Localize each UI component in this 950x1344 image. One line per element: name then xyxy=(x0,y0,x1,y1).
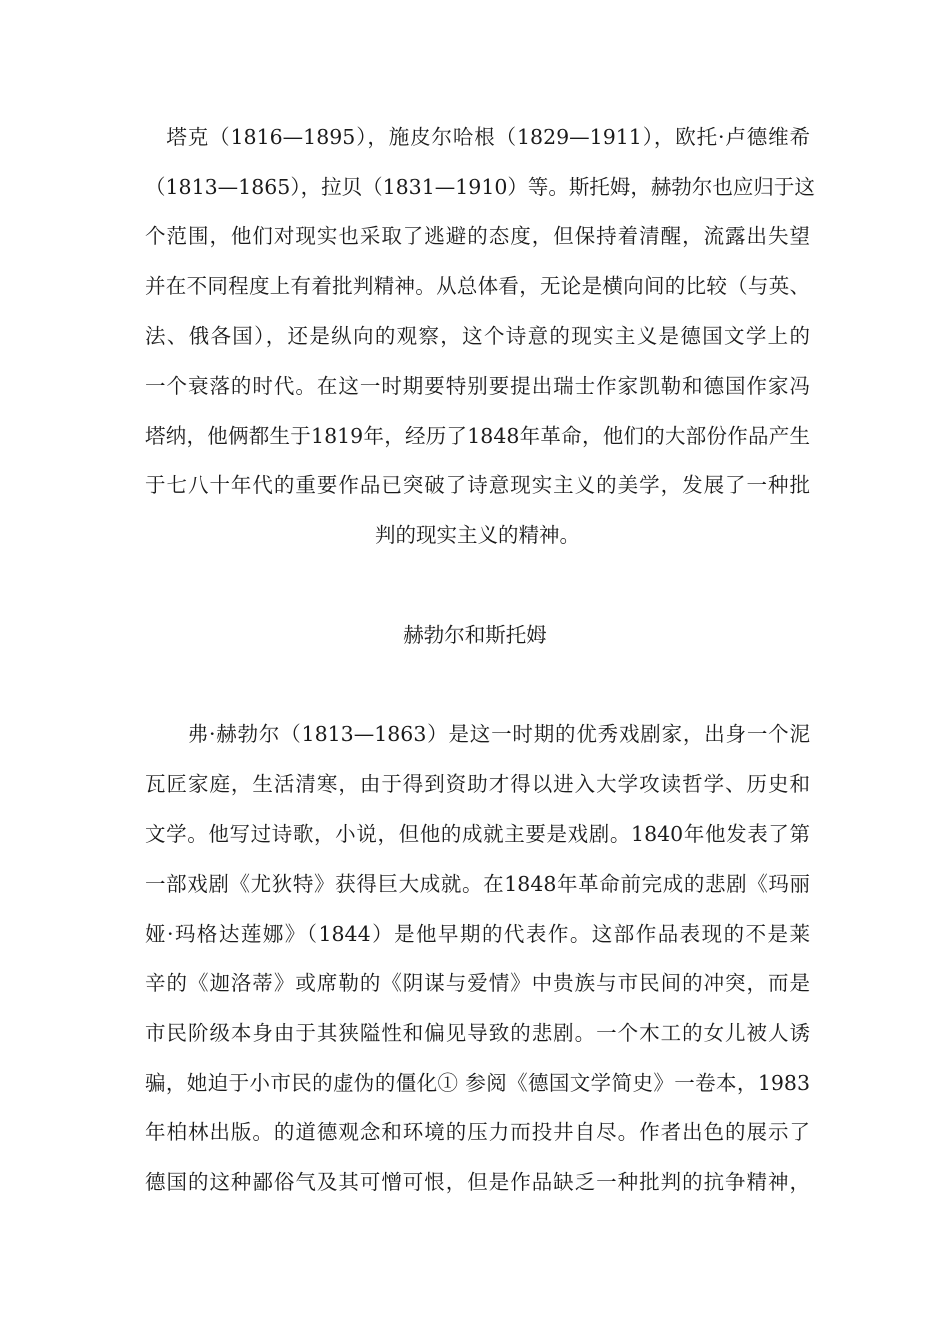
text-line: 并在不同程度上有着批判精神。从总体看，无论是横向间的比较（与英、 xyxy=(145,274,810,298)
text-line: 德国的这种鄙俗气及其可憎可恨，但是作品缺乏一种批判的抗争精神， xyxy=(145,1170,810,1194)
text-line: 一部戏剧《尤狄特》获得巨大成就。在1848年革命前完成的悲剧《玛丽 xyxy=(145,872,810,896)
text-line: 骗，她迫于小市民的虚伪的僵化① 参阅《德国文学简史》一卷本，1983 xyxy=(145,1071,810,1095)
text-line: （1813—1865），拉贝（1831—1910）等。斯托姆，赫勃尔也应归于这 xyxy=(145,175,815,199)
text-line: 个范围，他们对现实也采取了逃避的态度，但保持着清醒，流露出失望 xyxy=(145,224,810,248)
text-line: 法、俄各国），还是纵向的观察，这个诗意的现实主义是德国文学上的 xyxy=(145,324,810,348)
text-line: 判的现实主义的精神。 xyxy=(375,523,580,547)
text-line: 于七八十年代的重要作品已突破了诗意现实主义的美学，发展了一种批 xyxy=(145,473,810,497)
text-line: 塔克（1816—1895），施皮尔哈根（1829—1911），欧托·卢德维希 xyxy=(145,125,810,149)
text-line: 娅·玛格达莲娜》（1844）是他早期的代表作。这部作品表现的不是莱 xyxy=(145,922,810,946)
text-line: 一个衰落的时代。在这一时期要特别要提出瑞士作家凯勒和德国作家冯 xyxy=(145,374,810,398)
text-line: 塔纳，他俩都生于1819年，经历了1848年革命，他们的大部份作品产生 xyxy=(145,424,810,448)
text-line: 瓦匠家庭，生活清寒，由于得到资助才得以进入大学攻读哲学、历史和 xyxy=(145,772,810,796)
text-line: 市民阶级本身由于其狭隘性和偏见导致的悲剧。一个木工的女儿被人诱 xyxy=(145,1021,810,1045)
section-heading: 赫勃尔和斯托姆 xyxy=(403,623,547,647)
text-line: 文学。他写过诗歌，小说，但他的成就主要是戏剧。1840年他发表了第 xyxy=(145,822,810,846)
text-line: 辛的《迦洛蒂》或席勒的《阴谋与爱情》中贵族与市民间的冲突，而是 xyxy=(145,971,810,995)
text-line: 弗·赫勃尔（1813—1863）是这一时期的优秀戏剧家，出身一个泥 xyxy=(145,722,810,746)
text-line: 年柏林出版。的道德观念和环境的压力而投井自尽。作者出色的展示了 xyxy=(145,1120,810,1144)
